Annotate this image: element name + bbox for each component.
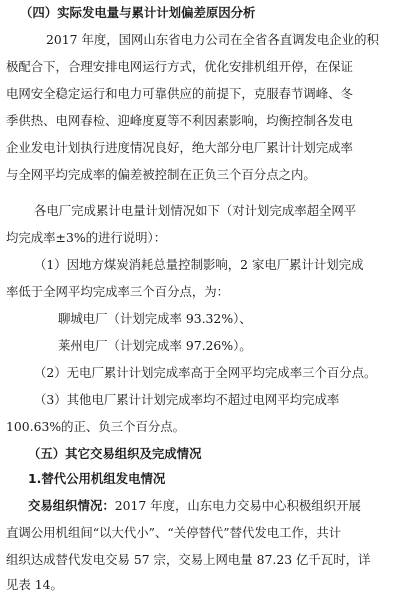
item1-line-2: 率低于全网平均完成率三个百分点，为： [6,284,230,299]
para1-line-4: 季供热、电网春检、迎峰度夏等不利因素影响，均衡控制各发电 [6,113,353,128]
para3-line-1-text: 2017 年度，山东电力交易中心积极组织开展 [114,498,361,513]
para2-line-1: 各电厂完成累计电量计划情况如下（对计划完成率超全网平 [34,203,357,218]
item3-line-1: （3）其他电厂累计计划完成率均不超过电网平均完成率 [34,392,340,407]
para1-line-2: 极配合下，合理安排电网运行方式，优化安排机组开停，在保证 [6,59,353,74]
para3-line-1 [28,497,361,515]
item3-line-2: 100.63%的正、负三个百分点。 [6,419,186,434]
para3-line-2: 直调公用机组间“以大代小”、“关停替代”替代发电工作，共计 [6,525,342,540]
item1-line-1: （1）因地方煤炭消耗总量控制影响，2 家电厂累计计划完成 [34,257,364,272]
subsection-1-heading: 1.替代公用机组发电情况 [28,471,166,486]
para1-line-1: 2017 年度，国网山东省电力公司在全省各直调发电企业的积 [46,32,379,47]
para1-line-6: 与全网平均完成率的偏差被控制在正负三个百分点之内。 [6,167,316,182]
plant-laizhou: 莱州电厂（计划完成率 97.26%）。 [58,338,252,353]
section-5-heading: （五）其它交易组织及完成情况 [28,446,202,461]
section-4-heading: （四）实际发电量与累计计划偏差原因分析 [20,5,256,20]
para3-line-3: 组织达成替代发电交易 57 宗，交易上网电量 87.23 亿千瓦时，详 [6,552,371,567]
item2-line: （2）无电厂累计计划完成率高于全网平均完成率三个百分点。 [34,365,377,380]
para1-line-3: 电网安全稳定运行和电力可靠供应的前提下，克服春节调峰、冬 [6,86,353,101]
para1-line-5: 企业发电计划执行进度情况良好，绝大部分电厂累计计划完成率 [6,140,353,155]
plant-liaocheng: 聊城电厂（计划完成率 93.32%）、 [58,311,252,326]
para3-line-4: 见表 14。 [6,577,63,592]
para2-line-2: 均完成率±3%的进行说明）： [6,230,167,245]
trade-organization-label: 交易组织情况： [28,498,115,513]
